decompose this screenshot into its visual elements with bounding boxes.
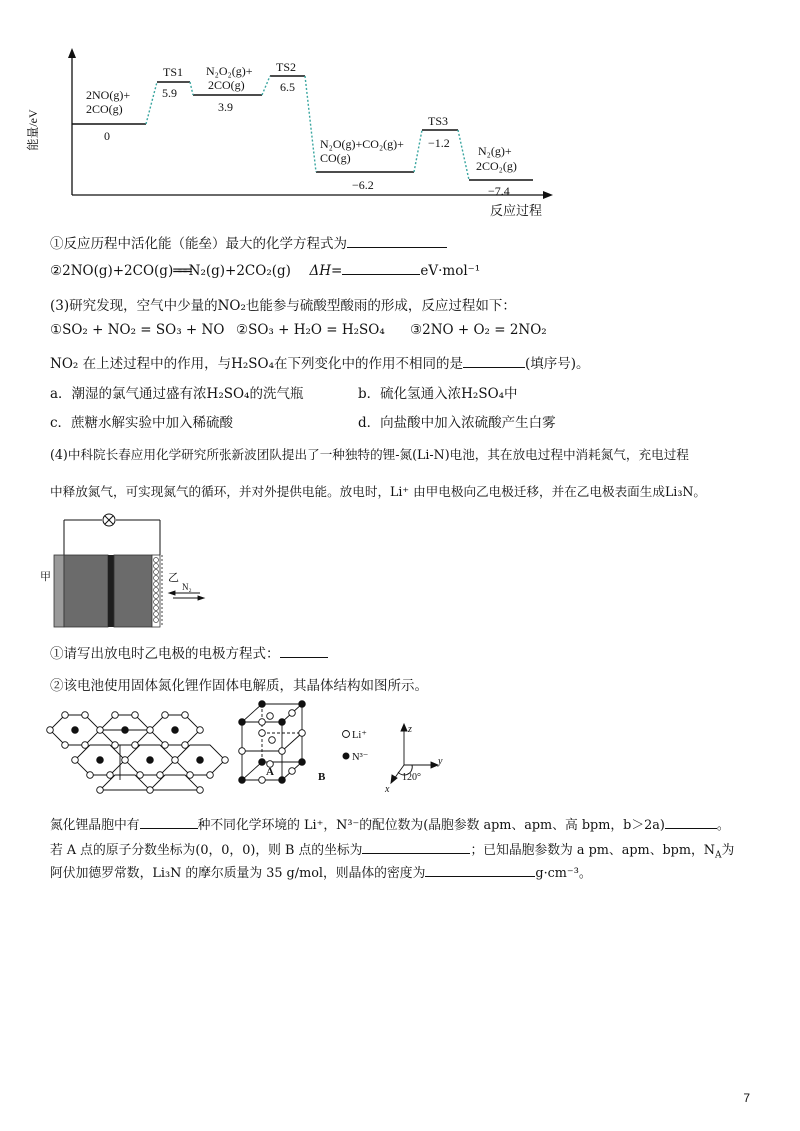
q3-question-suffix: (填序号)。: [525, 356, 590, 372]
gas-exchange-arrows-icon: [169, 591, 204, 600]
q4-text3-b: g·cm⁻³。: [535, 866, 592, 881]
legend-li-label: Li⁺: [352, 730, 367, 741]
q4-text1-c: 。: [716, 818, 730, 833]
q4-sub2: ②该电池使用固体氮化锂作固体电解质，其晶体结构如图所示。: [50, 678, 428, 694]
connector-3: [262, 76, 270, 95]
electrode-yi-pores: [154, 558, 159, 623]
stage-2-value: 3.9: [218, 100, 233, 114]
q3-question: [50, 352, 590, 372]
q3-answer-blank[interactable]: [463, 353, 525, 368]
axis-y-label: y: [438, 756, 443, 767]
point-b-label: B: [318, 771, 326, 783]
connector-6: [458, 130, 469, 180]
stage-2-label-2: 2CO(g): [208, 78, 245, 92]
q4-text1-blank2[interactable]: [665, 814, 717, 829]
electrode-jia: [54, 555, 64, 627]
stage-5-label: TS3: [428, 114, 449, 128]
stage-1-value: 5.9: [162, 86, 177, 100]
energy-diagram: [0, 0, 800, 225]
q2-item2-blank[interactable]: [342, 260, 420, 275]
separator: [108, 555, 114, 627]
connector-4: [305, 76, 316, 172]
q4-intro-line2: 中释放氮气，可实现氮气的循环，并对外提供电能。放电时，Li⁺ 由甲电极向乙电极迁移，并在乙电极表面生成Li₃N。: [50, 484, 707, 499]
battery-gas-label: N₂: [182, 582, 192, 592]
q4-text2: [50, 839, 734, 861]
legend-n-swatch: [343, 753, 350, 760]
q4-sub1-blank[interactable]: [280, 643, 328, 658]
q3-option-a: a．潮湿的氯气通过盛有浓H₂SO₄的洗气瓶: [50, 386, 304, 402]
stage-5-value: −1.2: [428, 136, 450, 150]
q4-sub1-text: ①请写出放电时乙电极的电极方程式：: [50, 646, 280, 662]
q4-text2-a: 若 A 点的原子分数坐标为(0，0，0)，则 B 点的坐标为: [50, 843, 363, 858]
q3-reaction-2: ②SO₃ + H₂O = H₂SO₄: [236, 322, 385, 338]
connector-1: [146, 82, 157, 124]
q4-text2-blank[interactable]: [362, 839, 470, 854]
stage-4-value: −6.2: [352, 178, 374, 192]
q4-text3-blank[interactable]: [425, 862, 535, 877]
q4-text1-b: 种不同化学环境的 Li⁺，N³⁻的配位数为(晶胞参数 apm、apm、高 bpm，b＞2a): [197, 818, 665, 833]
q2-item2: [50, 260, 480, 279]
stage-6-label-1: N₂(g)+: [478, 144, 512, 158]
atom-legend: [343, 730, 369, 763]
battery-label-yi: 乙: [168, 572, 179, 584]
q4-sub1: [50, 642, 328, 662]
stage-6-value: −7.4: [488, 184, 510, 198]
connector-2: [190, 82, 193, 95]
stage-0-label-2: 2CO(g): [86, 102, 123, 116]
q2-item2-products: N₂(g)+2CO₂(g): [188, 263, 291, 279]
energy-x-arrow: [543, 191, 553, 199]
q4-text3: [50, 862, 592, 881]
q3-intro: (3)研究发现，空气中少量的NO₂也能参与硫酸型酸雨的形成，反应过程如下：: [50, 298, 516, 314]
battery-diagram: [40, 505, 220, 630]
electrolyte-right: [114, 555, 152, 627]
q3-option-c: c．蔗糖水解实验中加入稀硫酸: [50, 415, 234, 431]
axis-angle-label: 120°: [402, 772, 421, 783]
q3-question-text: NO₂ 在上述过程中的作用，与H₂SO₄在下列变化中的作用不相同的是: [50, 356, 463, 372]
legend-li-swatch: [343, 731, 350, 738]
q3-option-b: b．硫化氢通入浓H₂SO₄中: [358, 386, 518, 402]
q4-text1-a: 氮化锂晶胞中有: [50, 818, 140, 833]
page-number: 7: [743, 1091, 750, 1105]
q2-item2-reactants: ②2NO(g)+2CO(g): [50, 263, 174, 279]
stage-4-label-1: N₂O(g)+CO₂(g)+: [320, 137, 404, 151]
stage-3-value: 6.5: [280, 80, 295, 94]
energy-y-arrow: [68, 48, 76, 58]
stage-0-value: 0: [104, 129, 110, 143]
q4-text2-b: ；已知晶胞参数为 a pm、apm、bpm，N: [470, 843, 715, 858]
q4-intro-line1: (4)中科院长春应用化学研究所张新波团队提出了一种独特的锂-氮(Li-N)电池，其在放电过程中消耗氮气，充电过程: [50, 447, 689, 462]
stage-4-label-2: CO(g): [320, 151, 351, 165]
stage-6-label-2: 2CO₂(g): [476, 159, 517, 173]
stage-0-label-1: 2NO(g)+: [86, 88, 131, 102]
energy-y-axis-label: 能量/eV: [26, 109, 40, 151]
q4-text1: [50, 814, 730, 833]
q4-text3-a: 阿伏加德罗常数，Li₃N 的摩尔质量为 35 g/mol，则晶体的密度为: [50, 866, 426, 881]
q4-text1-blank1[interactable]: [140, 814, 198, 829]
q3-reaction-3: ③2NO + O₂ = 2NO₂: [410, 322, 547, 338]
q2-item2-dh: ΔH=: [309, 263, 343, 279]
stage-2-label-1: N₂O₂(g)+: [206, 64, 253, 78]
stage-3-label: TS2: [276, 60, 297, 74]
battery-label-jia: 甲: [40, 571, 51, 583]
q4-text2-sub: A: [715, 850, 722, 861]
q2-item2-unit: eV·mol⁻¹: [420, 263, 481, 279]
crystal-figures: [40, 700, 480, 800]
axis-x-label: x: [385, 784, 390, 795]
electrolyte-left: [64, 555, 108, 627]
q3-option-d: d．向盐酸中加入浓硫酸产生白雾: [358, 415, 556, 431]
q3-reaction-1: ①SO₂ + NO₂ = SO₃ + NO: [50, 322, 225, 338]
q4-text2-c: 为: [721, 843, 735, 858]
q2-item2-eq-sign: ═══: [173, 263, 189, 279]
energy-x-axis-label: 反应过程: [490, 203, 543, 218]
point-a-label: A: [266, 766, 274, 778]
q2-item1: [50, 232, 447, 252]
bulb-icon: [103, 514, 115, 526]
axis-z-label: z: [408, 724, 412, 735]
q2-item1-blank[interactable]: [347, 233, 447, 248]
q2-item1-text: ①反应历程中活化能（能垒）最大的化学方程式为: [50, 236, 347, 252]
stage-1-label: TS1: [163, 65, 184, 79]
connector-5: [414, 130, 422, 172]
hexagonal-layer: [47, 712, 229, 794]
legend-n-label: N³⁻: [352, 752, 369, 763]
